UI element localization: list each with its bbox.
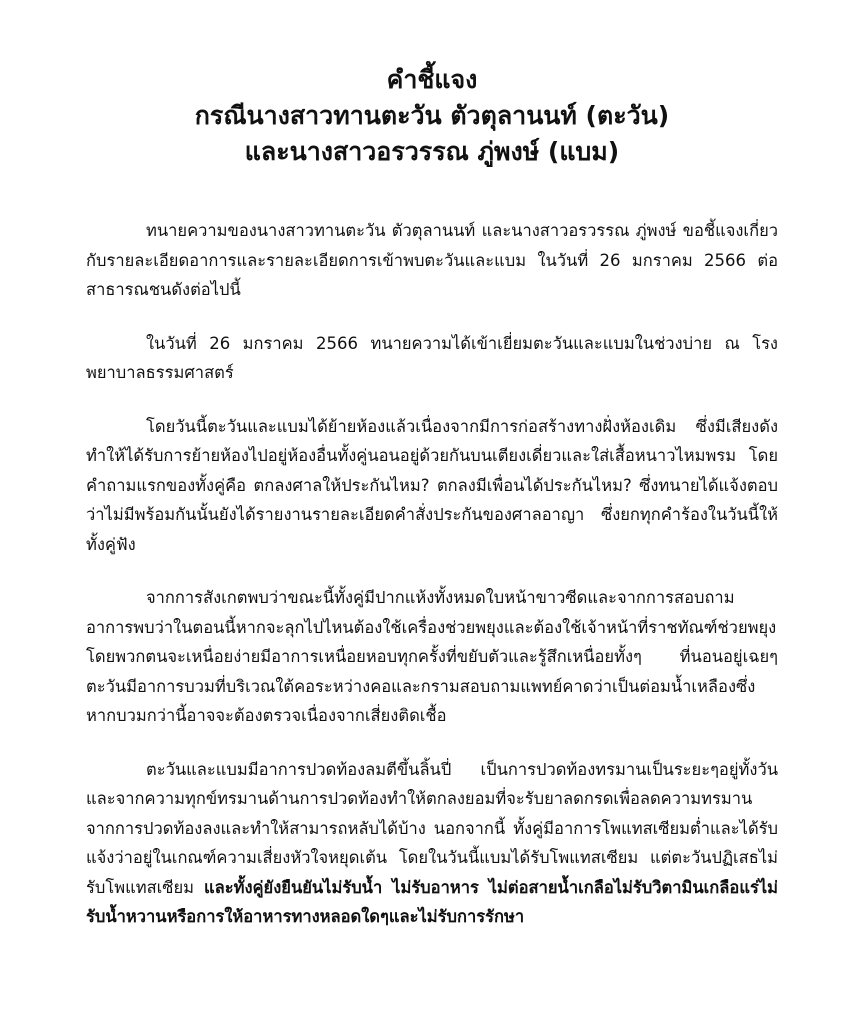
paragraph-symptoms: จากการสังเกตพบว่าขณะนี้ทั้งคู่มีปากแห้งทั้งหมดใบหน้าขาวซีดและจากการสอบถามอาการพบว่าในตอนนี้หากจะลุกไปไหนต้องใช้เครื่องช่วยพยุงและต้องใช้เจ้าหน้าที่ราชทัณฑ์ช่วยพยุงโดยพวกตนจะเหนื่อยง่ายมีอาการเหนื่อยหอบทุกครั้งที่ขยับตัวและรู้สึกเหนื่อยทั้งๆ ที่นอนอยู่เฉยๆตะวันมีอาการบวมที่บริเวณใต้คอระหว่างคอและกรามสอบถามแพทย์คาดว่าเป็นต่อมน้ำเหลืองซึ่งหากบวมกว่านี้อาจจะต้องตรวจเนื่องจากเสี่ยงติดเชื้อ — [86, 588, 778, 725]
paragraph-visit: ในวันที่ 26 มกราคม 2566 ทนายความได้เข้าเยี่ยมตะวันและแบมในช่วงบ่าย ณ โรงพยาบาลธรรมศาสตร์ — [86, 333, 778, 382]
paragraph-room-change: โดยวันนี้ตะวันและแบมได้ย้ายห้องแล้วเนื่องจากมีการก่อสร้างทางฝั่งห้องเดิม ซึ่งมีเสียงดังทำให้ได้รับการย้ายห้องไปอยู่ห้องอื่นทั้งคู่นอนอยู่ด้วยกันบนเตียงเดี่ยวและใส่เสื้อหนาวไหมพรม โดยคำถามแรกของทั้งคู่คือ ตกลงศาลให้ประกันไหม? ตกลงมีเพื่อนได้ประกันไหม? ซึ่งทนายได้แจ้งตอบว่าไม่มีพร้อมกันนั้นยังได้รายงานรายละเอียดคำสั่งประกันของศาลอาญา ซึ่งยกทุกคำร้องในวันนี้ให้ทั้งคู่ฟัง — [86, 416, 778, 554]
subject-line-1: กรณีนางสาวทานตะวัน ตัวตุลานนท์ (ตะวัน) — [194, 101, 670, 130]
paragraph-treatment — [86, 755, 778, 932]
paragraph-intro: ทนายความของนางสาวทานตะวัน ตัวตุลานนท์ และนางสาวอรวรรณ ภู่พงษ์ ขอชี้แจงเกี่ยวกับรายละเอียดอาการและรายละเอียดการเข้าพบตะวันและแบม ในวันที่ 26 มกราคม 2566 ต่อสาธารณชนดังต่อไปนี้ — [86, 221, 778, 299]
paragraph-treatment-text: ตะวันและแบมมีอาการปวดท้องลมตีขึ้นลิ้นปี่ เป็นการปวดท้องทรมานเป็นระยะๆอยู่ทั้งวัน และจากความทุกข์ทรมานด้านการปวดท้องทำให้ตกลงยอมที่จะรับยาลดกรดเพื่อลดความทรมานจากการปวดท้องลงและทำให้สามารถหลับได้บ้าง นอกจากนี้ ทั้งคู่มีอาการโพแทสเซียมต่ำและได้รับแจ้งว่าอยู่ในเกณฑ์ความเสี่ยงหัวใจหยุดเต้น โดยในวันนี้แบมได้รับโพแทสเซียม แต่ตะวันปฏิเสธไม่รับโพแทสเซียม — [86, 759, 778, 897]
subject-line-2: และนางสาวอรวรรณ ภู่พงษ์ (แบม) — [244, 137, 620, 166]
title-block — [86, 62, 778, 170]
document-title: คำชี้แจง — [386, 65, 478, 94]
paragraph-treatment-emphasis: และทั้งคู่ยังยืนยันไม่รับน้ำ ไม่รับอาหาร ไม่ต่อสายน้ำเกลือไม่รับวิตามินเกลือแร่ไม่รับน้ำหวานหรือการให้อาหารทางหลอดใดๆและไม่รับการรักษา — [86, 877, 778, 926]
